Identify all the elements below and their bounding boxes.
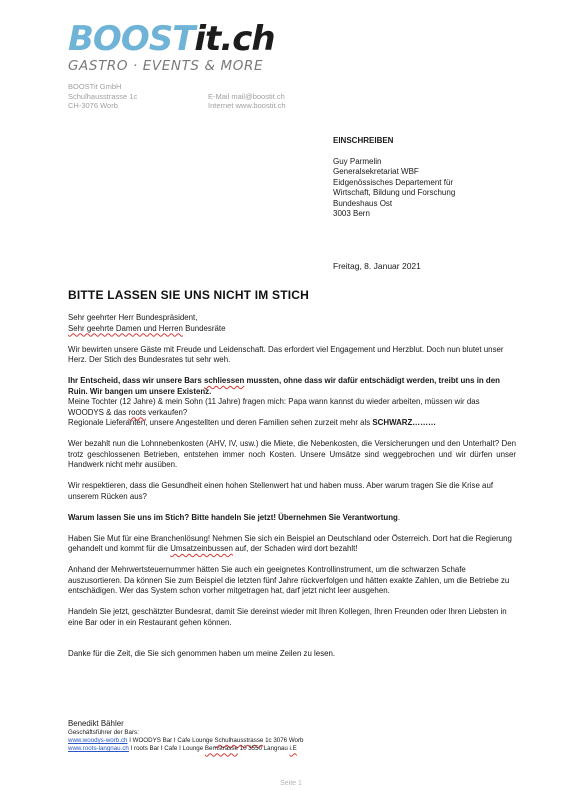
logo-wordmark <box>68 19 308 59</box>
sender-company: BOOSTit GmbH <box>68 82 122 91</box>
sender-street: Schulhausstrasse 1c <box>68 91 138 101</box>
paragraph-6-end: auf, der Schaden wird dort bezahlt! <box>232 544 358 553</box>
letter-date: Freitag, 8. Januar 2021 <box>333 261 421 271</box>
paragraph-5-bold: Warum lassen Sie uns im Stich? Bitte handeln Sie jetzt! Übernehmen Sie Verantwortung <box>68 512 398 522</box>
paragraph-2-line-3 <box>68 418 516 429</box>
paragraph-2-line-3-bold: SCHWARZ……… <box>372 418 436 427</box>
paragraph-8: Handeln Sie jetzt, geschätzter Bundesrat, damit Sie dereinst wieder mit Ihren Kollegen, Ihren Freunden oder Ihren Liebsten in eine Bar oder in ein Restaurant gehen können. <box>68 607 507 627</box>
paragraph-4: Wir respektieren, dass die Gesundheit einen hohen Stellenwert hat und haben muss. Aber warum tragen Sie die Krise auf unserem Rücken aus? <box>68 481 494 501</box>
signature-bar-2-text-2: 10 3550 Langnau <box>237 745 290 753</box>
paragraph-2-line-2-text: Meine Tochter (12 Jahre) & mein Sohn (11 Jahre) fragen mich: Papa wann kannst du wieder arbeiten, müssen wir das WOODYS & das <box>68 397 480 417</box>
paragraph-7: Anhand der Mehrwertsteuernummer hätten Sie auch ein geeignetes Kontrollinstrument, um die schwarzen Schafe auszusortieren. Da können Sie zum Beispiel die letzten fünf Jahre rückverfolgen und hätten exakte Zahlen, um die Betriebe zu entschädigen. Wer das System schon vorher mitgetragen hat, darf jetzt nicht leer ausgehen. <box>68 565 510 595</box>
sender-address <box>68 82 137 111</box>
signature-bar-2 <box>68 745 516 753</box>
paragraph-1: Wir bewirten unsere Gäste mit Freude und Leidenschaft. Das erfordert viel Engagement und Herzblut. Doch nun blutet unser Herz. Der Stich des Bundesrates tut sehr weh. <box>68 344 504 364</box>
sender-contact <box>208 92 286 111</box>
recipient-line: Eidgenössisches Departement für <box>333 177 454 187</box>
letter-body <box>68 313 516 670</box>
recipient-line: Bundeshaus Ost <box>333 198 393 208</box>
paragraph-2-bold-text-end: mussten, ohne dass wir dafür entschädigt werden, treibt uns in den Ruin. Wir bangen um unsere Existenz. <box>68 376 500 396</box>
paragraph-3: Wer bezahlt nun die Lohnnebenkosten (AHV, IV, usw.) die Miete, die Nebenkosten, die Versicherungen und den Unterhalt? Den trotz geschlossenen Betrieben, entstehen immer noch Kosten. Unsere Umsätze sind weggebrochen und wir dürfen unser Handwerk nicht mehr ausüben. <box>68 439 516 469</box>
signature-bar-2-street: Bernstrasse <box>204 745 238 753</box>
logo-wordmark-part1: BOOST <box>68 19 195 59</box>
signature-bar-1-text: I WOODYS Bar I Cafe Lounge <box>127 737 215 745</box>
sender-email: E-Mail mail@boostit.ch <box>208 91 285 101</box>
paragraph-2-bold-word: schliessen <box>203 376 245 385</box>
paragraph-6-word: Umsatzeinbussen <box>170 544 233 553</box>
letter-heading: BITTE LASSEN SIE UNS NICHT IM STICH <box>68 288 310 302</box>
recipient-line: Wirtschaft, Bildung und Forschung <box>333 188 456 197</box>
paragraph-2-bold-text: Ihr Entscheid, dass wir unsere Bars <box>68 376 204 385</box>
paragraph-2-bold <box>68 376 516 397</box>
recipient-line: Guy Parmelin <box>333 156 382 166</box>
paragraph-2-line-2 <box>68 397 516 418</box>
salutation-line-1: Sehr geehrter Herr Bundespräsident, <box>68 313 198 322</box>
paragraph-2-line-2-word: roots <box>128 407 147 417</box>
paragraph-2-line-3-text: Regionale Lieferanten, unsere Angestellten und deren Familien sehen zurzeit mehr als <box>68 418 373 427</box>
logo-wordmark-part2: it.ch <box>194 19 275 59</box>
salutation <box>68 313 516 324</box>
paragraph-5-end: . <box>397 512 401 522</box>
sender-city: CH-3076 Worb <box>68 101 118 110</box>
signature-bar-2-text: I roots Bar I Cafe I Lounge <box>128 745 205 753</box>
paragraph-5 <box>68 513 516 524</box>
signature-bar-1-street: Schulhausstrasse <box>214 737 264 745</box>
salutation-line-2: Sehr geehrte Damen und Herren <box>68 323 183 333</box>
sender-web: Internet www.boostit.ch <box>208 101 286 110</box>
paragraph-6-text: Haben Sie Mut für eine Branchenlösung! Nehmen Sie sich ein Beispiel an Deutschland oder Österreich. Dort hat die Regierung gehandelt und kommt für die <box>68 533 512 553</box>
signature-bar-2-end: i.E <box>289 745 297 753</box>
signature-role: Geschäftsführer der Bars: <box>68 729 139 736</box>
salutation-2 <box>68 324 516 335</box>
delivery-mode: EINSCHREIBEN <box>333 136 394 145</box>
page-number: Seite 1 <box>280 780 302 787</box>
company-logo <box>68 19 308 74</box>
paragraph-6 <box>68 534 516 555</box>
recipient-line: Generalsekretariat WBF <box>333 167 419 176</box>
roots-link[interactable]: www.roots-langnau.ch <box>68 745 129 753</box>
paragraph-9: Danke für die Zeit, die Sie sich genommen haben um meine Zeilen zu lesen. <box>68 649 336 658</box>
signature-bar-1 <box>68 737 516 745</box>
recipient-address <box>333 136 455 220</box>
paragraph-2-line-2-end: verkaufen? <box>146 407 188 417</box>
signature-block <box>68 719 516 754</box>
salutation-line-2-end: Bundesräte <box>182 323 226 333</box>
logo-tagline: GASTRO · EVENTS & MORE <box>68 58 264 74</box>
woodys-link[interactable]: www.woodys-worb.ch <box>68 737 128 745</box>
signature-bar-1-end: 1c 3076 Worb <box>263 737 304 745</box>
recipient-line: 3003 Bern <box>333 209 370 218</box>
signature-name: Benedikt Bähler <box>68 719 124 728</box>
